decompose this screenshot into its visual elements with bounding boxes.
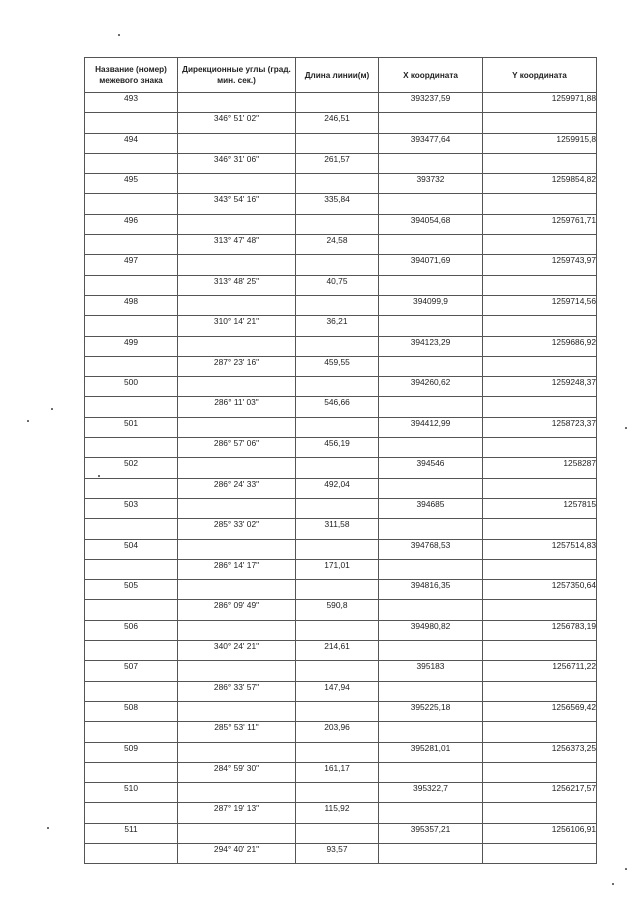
cell-mark-name: 501	[85, 417, 178, 437]
table-row	[85, 255, 597, 275]
scan-speckle	[118, 34, 120, 36]
cell-line-length: 171,01	[296, 559, 379, 579]
cell-x-coordinate: 395281,01	[379, 742, 483, 762]
cell-mark-name: 505	[85, 580, 178, 600]
cell-direction-angle: 287° 23' 16"	[178, 356, 296, 376]
table-row	[85, 843, 597, 863]
cell-direction-angle: 346° 31' 06"	[178, 153, 296, 173]
cell-direction-angle	[178, 783, 296, 803]
table-row	[85, 458, 597, 478]
cell-mark-name	[85, 194, 178, 214]
cell-y-coordinate: 1258723,37	[483, 417, 597, 437]
cell-line-length: 546,66	[296, 397, 379, 417]
boundary-marks-table	[84, 57, 597, 864]
cell-direction-angle: 286° 33' 57"	[178, 681, 296, 701]
table-body	[85, 93, 597, 864]
cell-x-coordinate	[379, 275, 483, 295]
cell-line-length	[296, 417, 379, 437]
cell-mark-name: 497	[85, 255, 178, 275]
cell-line-length: 459,55	[296, 356, 379, 376]
cell-y-coordinate	[483, 681, 597, 701]
cell-x-coordinate: 395225,18	[379, 701, 483, 721]
cell-x-coordinate	[379, 316, 483, 336]
cell-y-coordinate: 1256106,91	[483, 823, 597, 843]
table-row	[85, 783, 597, 803]
table-row	[85, 113, 597, 133]
table-row	[85, 174, 597, 194]
cell-y-coordinate: 1256373,25	[483, 742, 597, 762]
table-row	[85, 235, 597, 255]
cell-y-coordinate: 1259714,56	[483, 295, 597, 315]
cell-x-coordinate	[379, 356, 483, 376]
cell-mark-name: 508	[85, 701, 178, 721]
cell-mark-name	[85, 600, 178, 620]
table-row	[85, 681, 597, 701]
cell-mark-name: 496	[85, 214, 178, 234]
cell-x-coordinate: 394099,9	[379, 295, 483, 315]
cell-line-length: 246,51	[296, 113, 379, 133]
cell-mark-name: 507	[85, 661, 178, 681]
cell-y-coordinate: 1259915,8	[483, 133, 597, 153]
table-row	[85, 93, 597, 113]
cell-mark-name	[85, 356, 178, 376]
table-row	[85, 519, 597, 539]
cell-direction-angle	[178, 498, 296, 518]
cell-x-coordinate: 394685	[379, 498, 483, 518]
cell-line-length: 24,58	[296, 235, 379, 255]
table-row	[85, 478, 597, 498]
cell-x-coordinate: 394768,53	[379, 539, 483, 559]
scan-speckle	[625, 427, 627, 429]
cell-direction-angle	[178, 742, 296, 762]
cell-mark-name: 511	[85, 823, 178, 843]
cell-line-length	[296, 823, 379, 843]
cell-mark-name: 498	[85, 295, 178, 315]
cell-y-coordinate: 1257815	[483, 498, 597, 518]
table-row	[85, 661, 597, 681]
cell-direction-angle: 284° 59' 30"	[178, 762, 296, 782]
cell-mark-name: 502	[85, 458, 178, 478]
cell-mark-name	[85, 235, 178, 255]
cell-x-coordinate	[379, 438, 483, 458]
scan-speckle	[98, 475, 100, 477]
cell-mark-name: 495	[85, 174, 178, 194]
cell-line-length	[296, 295, 379, 315]
cell-mark-name: 494	[85, 133, 178, 153]
cell-line-length: 161,17	[296, 762, 379, 782]
table-row	[85, 153, 597, 173]
table-row	[85, 559, 597, 579]
cell-x-coordinate: 393237,59	[379, 93, 483, 113]
cell-y-coordinate	[483, 316, 597, 336]
cell-direction-angle	[178, 417, 296, 437]
cell-y-coordinate	[483, 803, 597, 823]
cell-y-coordinate: 1259854,82	[483, 174, 597, 194]
table-row	[85, 133, 597, 153]
cell-line-length	[296, 620, 379, 640]
cell-direction-angle	[178, 580, 296, 600]
cell-direction-angle	[178, 295, 296, 315]
cell-line-length: 203,96	[296, 722, 379, 742]
cell-y-coordinate: 1259248,37	[483, 377, 597, 397]
cell-x-coordinate: 393732	[379, 174, 483, 194]
cell-y-coordinate	[483, 843, 597, 863]
cell-line-length: 36,21	[296, 316, 379, 336]
cell-x-coordinate: 394260,62	[379, 377, 483, 397]
cell-y-coordinate	[483, 519, 597, 539]
cell-y-coordinate	[483, 762, 597, 782]
cell-line-length	[296, 701, 379, 721]
cell-mark-name	[85, 641, 178, 661]
cell-line-length	[296, 783, 379, 803]
table-row	[85, 742, 597, 762]
cell-line-length	[296, 661, 379, 681]
cell-direction-angle	[178, 823, 296, 843]
cell-line-length	[296, 498, 379, 518]
cell-y-coordinate	[483, 559, 597, 579]
table-row	[85, 316, 597, 336]
cell-direction-angle: 310° 14' 21"	[178, 316, 296, 336]
cell-mark-name: 506	[85, 620, 178, 640]
cell-y-coordinate	[483, 600, 597, 620]
table-row	[85, 417, 597, 437]
cell-direction-angle: 286° 09' 49"	[178, 600, 296, 620]
cell-x-coordinate: 394546	[379, 458, 483, 478]
table-row	[85, 194, 597, 214]
cell-direction-angle	[178, 93, 296, 113]
table-row	[85, 600, 597, 620]
cell-y-coordinate	[483, 397, 597, 417]
table-row	[85, 620, 597, 640]
cell-direction-angle: 287° 19' 13"	[178, 803, 296, 823]
cell-x-coordinate: 395183	[379, 661, 483, 681]
cell-x-coordinate: 394980,82	[379, 620, 483, 640]
cell-y-coordinate: 1259686,92	[483, 336, 597, 356]
cell-direction-angle: 346° 51' 02"	[178, 113, 296, 133]
cell-x-coordinate	[379, 519, 483, 539]
cell-direction-angle	[178, 255, 296, 275]
cell-x-coordinate	[379, 113, 483, 133]
cell-direction-angle: 294° 40' 21"	[178, 843, 296, 863]
table-row	[85, 580, 597, 600]
cell-x-coordinate: 394054,68	[379, 214, 483, 234]
cell-mark-name	[85, 397, 178, 417]
cell-line-length: 40,75	[296, 275, 379, 295]
cell-y-coordinate: 1259743,97	[483, 255, 597, 275]
cell-line-length	[296, 377, 379, 397]
cell-x-coordinate	[379, 641, 483, 661]
cell-mark-name	[85, 316, 178, 336]
table-row	[85, 823, 597, 843]
cell-x-coordinate: 394816,35	[379, 580, 483, 600]
cell-x-coordinate	[379, 722, 483, 742]
cell-line-length	[296, 174, 379, 194]
scan-speckle	[27, 420, 29, 422]
scan-speckle	[625, 868, 627, 870]
cell-mark-name: 510	[85, 783, 178, 803]
cell-y-coordinate	[483, 113, 597, 133]
cell-mark-name: 509	[85, 742, 178, 762]
cell-line-length	[296, 336, 379, 356]
cell-mark-name	[85, 275, 178, 295]
cell-line-length: 590,8	[296, 600, 379, 620]
cell-y-coordinate	[483, 235, 597, 255]
table-row	[85, 539, 597, 559]
cell-direction-angle	[178, 701, 296, 721]
cell-mark-name: 499	[85, 336, 178, 356]
table-row	[85, 214, 597, 234]
cell-mark-name	[85, 519, 178, 539]
cell-mark-name	[85, 843, 178, 863]
table-row	[85, 356, 597, 376]
cell-y-coordinate	[483, 356, 597, 376]
cell-mark-name	[85, 722, 178, 742]
cell-x-coordinate	[379, 194, 483, 214]
cell-mark-name	[85, 113, 178, 133]
cell-line-length: 456,19	[296, 438, 379, 458]
cell-x-coordinate	[379, 559, 483, 579]
cell-x-coordinate: 394123,29	[379, 336, 483, 356]
cell-x-coordinate	[379, 843, 483, 863]
cell-x-coordinate	[379, 600, 483, 620]
cell-direction-angle: 313° 48' 25"	[178, 275, 296, 295]
cell-x-coordinate: 395357,21	[379, 823, 483, 843]
cell-y-coordinate: 1256711,22	[483, 661, 597, 681]
cell-direction-angle	[178, 174, 296, 194]
cell-y-coordinate: 1259761,71	[483, 214, 597, 234]
cell-mark-name	[85, 153, 178, 173]
table-row	[85, 803, 597, 823]
cell-y-coordinate	[483, 478, 597, 498]
header-x-coordinate: X координата	[379, 58, 483, 93]
cell-direction-angle: 286° 11' 03"	[178, 397, 296, 417]
scan-speckle	[612, 883, 614, 885]
cell-direction-angle	[178, 214, 296, 234]
cell-line-length: 311,58	[296, 519, 379, 539]
cell-direction-angle: 285° 33' 02"	[178, 519, 296, 539]
cell-x-coordinate	[379, 153, 483, 173]
cell-direction-angle	[178, 620, 296, 640]
scan-speckle	[47, 827, 49, 829]
cell-y-coordinate: 1259971,88	[483, 93, 597, 113]
cell-y-coordinate	[483, 722, 597, 742]
cell-direction-angle	[178, 336, 296, 356]
cell-y-coordinate: 1257350,64	[483, 580, 597, 600]
cell-y-coordinate	[483, 641, 597, 661]
cell-line-length: 93,57	[296, 843, 379, 863]
cell-direction-angle: 286° 24' 33"	[178, 478, 296, 498]
cell-direction-angle: 286° 57' 06"	[178, 438, 296, 458]
cell-mark-name	[85, 438, 178, 458]
header-y-coordinate: Y координата	[483, 58, 597, 93]
cell-y-coordinate	[483, 438, 597, 458]
header-direction-angle: Дирекционные углы (град. мин. сек.)	[178, 58, 296, 93]
cell-x-coordinate: 394412,99	[379, 417, 483, 437]
cell-direction-angle: 285° 53' 11"	[178, 722, 296, 742]
cell-y-coordinate: 1256217,57	[483, 783, 597, 803]
cell-x-coordinate	[379, 235, 483, 255]
cell-x-coordinate	[379, 397, 483, 417]
cell-direction-angle	[178, 458, 296, 478]
cell-y-coordinate	[483, 153, 597, 173]
cell-direction-angle	[178, 133, 296, 153]
table-row	[85, 275, 597, 295]
cell-line-length	[296, 214, 379, 234]
cell-mark-name	[85, 559, 178, 579]
cell-y-coordinate	[483, 194, 597, 214]
cell-mark-name	[85, 681, 178, 701]
cell-direction-angle	[178, 377, 296, 397]
table-row	[85, 498, 597, 518]
cell-line-length: 492,04	[296, 478, 379, 498]
cell-y-coordinate: 1256783,19	[483, 620, 597, 640]
cell-mark-name: 504	[85, 539, 178, 559]
cell-x-coordinate	[379, 803, 483, 823]
table-header-row	[85, 58, 597, 93]
cell-direction-angle: 343° 54' 16"	[178, 194, 296, 214]
table-row	[85, 762, 597, 782]
cell-mark-name: 493	[85, 93, 178, 113]
cell-line-length	[296, 742, 379, 762]
table-row	[85, 377, 597, 397]
table-row	[85, 438, 597, 458]
cell-line-length: 214,61	[296, 641, 379, 661]
cell-direction-angle	[178, 539, 296, 559]
cell-line-length	[296, 458, 379, 478]
table-row	[85, 397, 597, 417]
table-row	[85, 641, 597, 661]
cell-x-coordinate: 394071,69	[379, 255, 483, 275]
cell-direction-angle	[178, 661, 296, 681]
cell-x-coordinate: 393477,64	[379, 133, 483, 153]
scan-speckle	[51, 408, 53, 410]
cell-line-length: 147,94	[296, 681, 379, 701]
cell-mark-name: 500	[85, 377, 178, 397]
cell-direction-angle: 313° 47' 48"	[178, 235, 296, 255]
table-row	[85, 336, 597, 356]
cell-line-length	[296, 255, 379, 275]
cell-y-coordinate	[483, 275, 597, 295]
cell-x-coordinate	[379, 478, 483, 498]
cell-mark-name	[85, 478, 178, 498]
cell-line-length: 115,92	[296, 803, 379, 823]
table-row	[85, 701, 597, 721]
cell-mark-name	[85, 762, 178, 782]
cell-x-coordinate	[379, 681, 483, 701]
header-mark-name: Название (номер) межевого знака	[85, 58, 178, 93]
cell-direction-angle: 340° 24' 21"	[178, 641, 296, 661]
cell-line-length	[296, 93, 379, 113]
cell-y-coordinate: 1256569,42	[483, 701, 597, 721]
cell-mark-name: 503	[85, 498, 178, 518]
cell-line-length: 261,57	[296, 153, 379, 173]
cell-direction-angle: 286° 14' 17"	[178, 559, 296, 579]
cell-y-coordinate: 1257514,83	[483, 539, 597, 559]
cell-x-coordinate: 395322,7	[379, 783, 483, 803]
cell-line-length: 335,84	[296, 194, 379, 214]
header-line-length: Длина линии(м)	[296, 58, 379, 93]
cell-line-length	[296, 133, 379, 153]
cell-line-length	[296, 580, 379, 600]
table-row	[85, 295, 597, 315]
cell-y-coordinate: 1258287	[483, 458, 597, 478]
table-row	[85, 722, 597, 742]
cell-line-length	[296, 539, 379, 559]
cell-x-coordinate	[379, 762, 483, 782]
cell-mark-name	[85, 803, 178, 823]
